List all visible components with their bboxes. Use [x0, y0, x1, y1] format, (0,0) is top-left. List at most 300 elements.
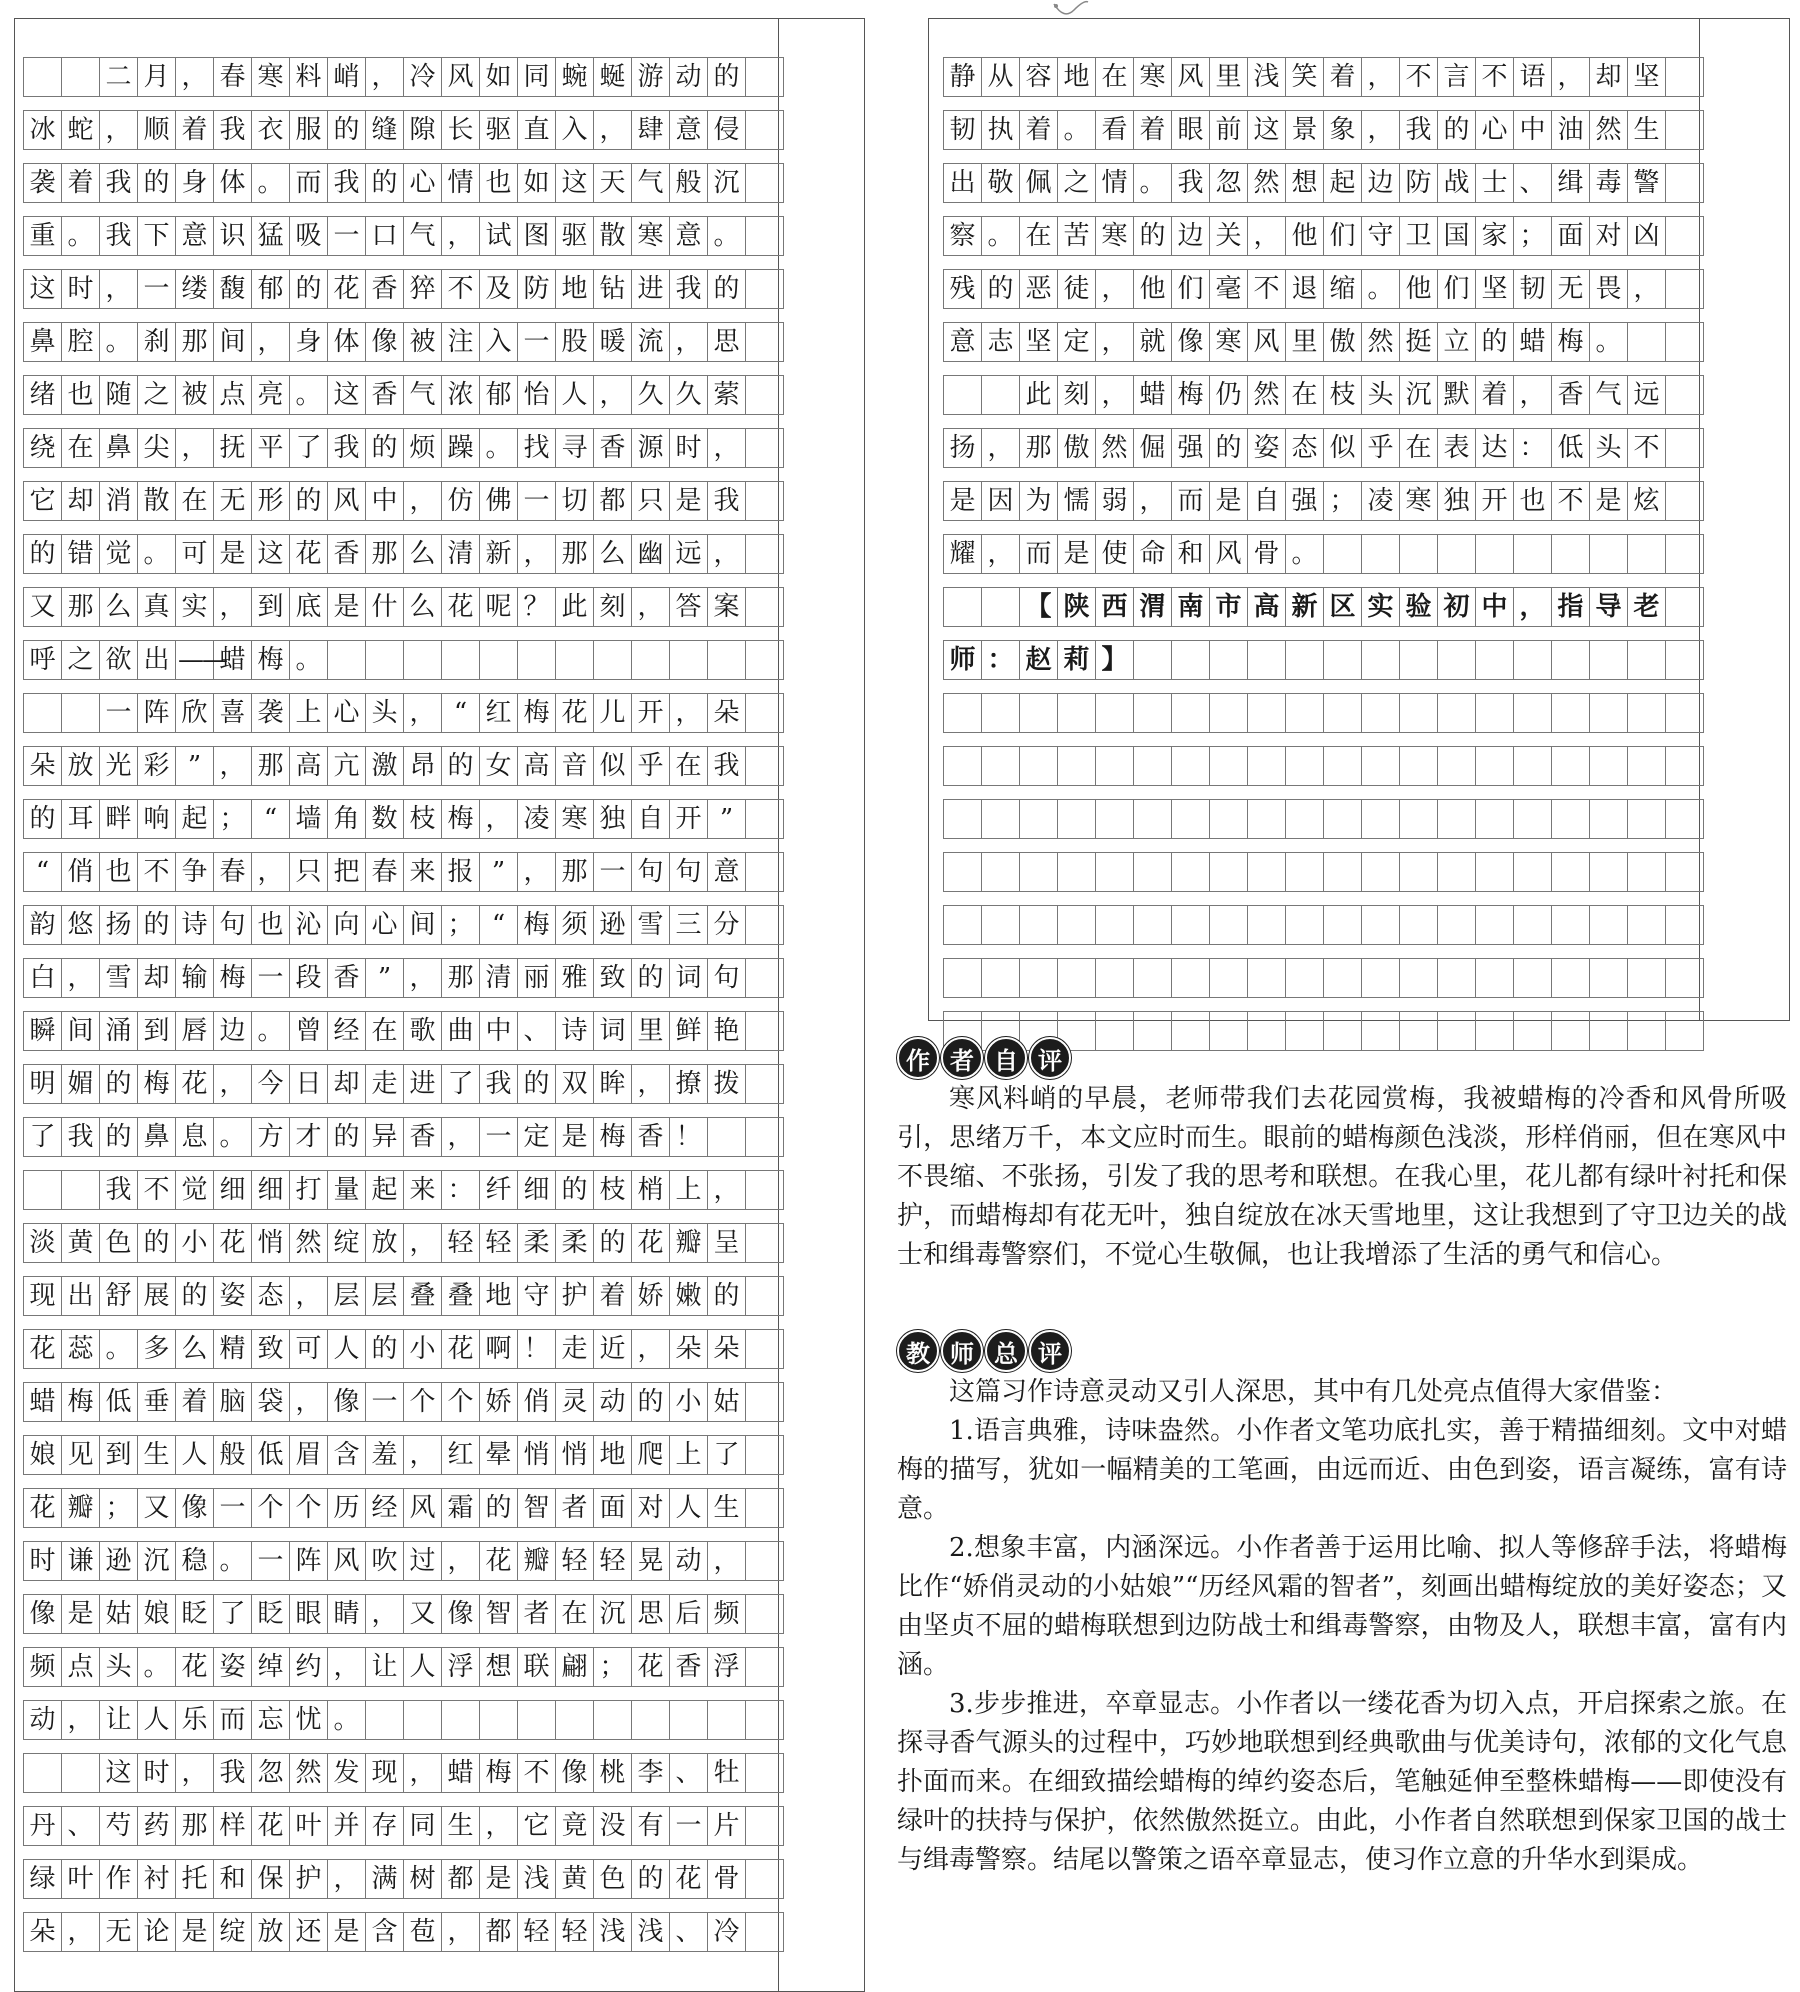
- grid-cell: 顺: [137, 110, 176, 150]
- author-review-text: [897, 1080, 1787, 1275]
- grid-cell: 悄: [517, 1435, 556, 1475]
- grid-cell: 生: [707, 1488, 746, 1528]
- right-grid-row: [943, 746, 1704, 786]
- grid-cell: 羞: [365, 1435, 404, 1475]
- grid-cell: [1551, 693, 1590, 733]
- grid-cell: ，: [213, 1064, 252, 1104]
- left-composition-sheet: [14, 18, 865, 1992]
- left-grid-row: [23, 269, 784, 309]
- grid-cell: 上: [669, 1170, 708, 1210]
- grid-cell: 缉: [1551, 163, 1590, 203]
- grid-cell: 高: [289, 746, 328, 786]
- grid-cell: 卫: [1399, 216, 1438, 256]
- grid-cell: [1247, 1011, 1286, 1051]
- grid-cell: [1513, 905, 1552, 945]
- grid-cell: 开: [1475, 481, 1514, 521]
- grid-cell: 小: [175, 1223, 214, 1263]
- grid-cell: 异: [365, 1117, 404, 1157]
- grid-cell: 梅: [61, 1382, 100, 1422]
- grid-cell: 警: [1627, 163, 1666, 203]
- grid-cell: 边: [1171, 216, 1210, 256]
- grid-cell: 朵: [23, 746, 62, 786]
- grid-cell: 高: [1247, 587, 1286, 627]
- grid-cell: 的: [175, 1276, 214, 1316]
- grid-cell: 里: [1285, 322, 1324, 362]
- grid-cell: 头: [99, 1647, 138, 1687]
- grid-cell: 一: [479, 1117, 518, 1157]
- grid-cell: [1627, 799, 1666, 839]
- grid-cell: 退: [1285, 269, 1324, 309]
- grid-cell: 躁: [441, 428, 480, 468]
- grid-cell: 侵: [707, 110, 746, 150]
- grid-cell: [1627, 640, 1666, 680]
- grid-cell: [745, 1011, 784, 1051]
- grid-cell: ，: [1095, 375, 1134, 415]
- grid-cell: [1209, 640, 1248, 680]
- grid-cell: 么: [99, 587, 138, 627]
- grid-cell: 无: [1551, 269, 1590, 309]
- grid-cell: 一: [669, 1806, 708, 1846]
- grid-cell: 般: [213, 1435, 252, 1475]
- grid-cell: 头: [365, 693, 404, 733]
- grid-cell: 我: [327, 428, 366, 468]
- grid-cell: 点: [61, 1647, 100, 1687]
- grid-cell: 的: [631, 958, 670, 998]
- grid-cell: 稳: [175, 1541, 214, 1581]
- grid-cell: 隙: [403, 110, 442, 150]
- grid-cell: 么: [403, 534, 442, 574]
- grid-cell: 淡: [23, 1223, 62, 1263]
- left-grid-row: [23, 746, 784, 786]
- grid-cell: 残: [943, 269, 982, 309]
- grid-cell: 之: [137, 375, 176, 415]
- grid-cell: ，: [175, 1753, 214, 1793]
- grid-cell: [1627, 534, 1666, 574]
- teacher-review-paragraph: 这篇习作诗意灵动又引人深思，其中有几处亮点值得大家借鉴：: [949, 1377, 1678, 1407]
- grid-cell: 保: [251, 1859, 290, 1899]
- grid-cell: 量: [327, 1170, 366, 1210]
- grid-cell: [1551, 534, 1590, 574]
- grid-cell: 寒: [1209, 322, 1248, 362]
- grid-cell: 欲: [99, 640, 138, 680]
- grid-cell: [1095, 852, 1134, 892]
- grid-cell: [1323, 534, 1362, 574]
- grid-cell: [1247, 693, 1286, 733]
- grid-cell: 叠: [403, 1276, 442, 1316]
- grid-cell: 】: [1095, 640, 1134, 680]
- grid-cell: 像: [555, 1753, 594, 1793]
- grid-cell: 了: [441, 1064, 480, 1104]
- grid-cell: 人: [327, 1329, 366, 1369]
- grid-cell: 撩: [669, 1064, 708, 1104]
- grid-cell: [1095, 693, 1134, 733]
- grid-cell: 明: [23, 1064, 62, 1104]
- grid-cell: [1513, 693, 1552, 733]
- grid-cell: 一: [365, 1382, 404, 1422]
- grid-cell: 这: [23, 269, 62, 309]
- grid-cell: 艳: [707, 1011, 746, 1051]
- grid-cell: 瓣: [669, 1223, 708, 1263]
- grid-cell: [1019, 799, 1058, 839]
- grid-cell: 料: [289, 57, 328, 97]
- grid-cell: 浮: [707, 1647, 746, 1687]
- grid-cell: 轻: [479, 1223, 518, 1263]
- teacher-review-paragraph: 3.步步推进，卒章显志。小作者以一缕花香为切入点，开启探索之旅。在探寻香气源头的过程中，巧妙地联想到经典歌曲与优美诗句，浓郁的文化气息扑面而来。在细致描绘蜡梅的绰约姿态后，笔触延伸至整株蜡梅——即使没有绿叶的扶持与保护，依然傲然挺立。由此，小作者自然联想到保家卫国的战士与缉毒警察。结尾以警策之语卒章显志，使习作立意的升华水到渠成。: [897, 1689, 1787, 1875]
- grid-cell: [61, 1753, 100, 1793]
- grid-cell: 不: [1399, 57, 1438, 97]
- grid-cell: 平: [251, 428, 290, 468]
- grid-cell: 身: [289, 322, 328, 362]
- grid-cell: 风: [327, 1541, 366, 1581]
- grid-cell: 涌: [99, 1011, 138, 1051]
- grid-cell: 底: [289, 587, 328, 627]
- grid-cell: 坚: [1475, 269, 1514, 309]
- grid-cell: 入: [479, 322, 518, 362]
- grid-cell: 使: [1095, 534, 1134, 574]
- grid-cell: 意: [943, 322, 982, 362]
- grid-cell: 立: [1437, 322, 1476, 362]
- grid-cell: 出: [943, 163, 982, 203]
- grid-cell: 袭: [23, 163, 62, 203]
- grid-cell: 。: [137, 1647, 176, 1687]
- grid-cell: 是: [555, 1117, 594, 1157]
- grid-cell: 冷: [707, 1912, 746, 1952]
- left-grid-row: [23, 1753, 784, 1793]
- grid-cell: [1589, 799, 1628, 839]
- grid-cell: 敬: [981, 163, 1020, 203]
- grid-cell: 叶: [61, 1859, 100, 1899]
- grid-cell: [1133, 746, 1172, 786]
- grid-cell: 光: [99, 746, 138, 786]
- grid-cell: ；: [1513, 216, 1552, 256]
- grid-cell: 花: [631, 1647, 670, 1687]
- grid-cell: 远: [669, 534, 708, 574]
- grid-cell: 达: [1475, 428, 1514, 468]
- grid-cell: 的: [137, 905, 176, 945]
- grid-cell: 佛: [479, 481, 518, 521]
- grid-cell: 开: [631, 693, 670, 733]
- grid-cell: 之: [61, 640, 100, 680]
- grid-cell: 句: [631, 852, 670, 892]
- grid-cell: 时: [61, 269, 100, 309]
- grid-cell: [745, 1700, 784, 1740]
- grid-cell: 。: [479, 428, 518, 468]
- grid-cell: 乎: [631, 746, 670, 786]
- grid-cell: 尖: [137, 428, 176, 468]
- grid-cell: 如: [517, 163, 556, 203]
- grid-cell: ，: [1513, 587, 1552, 627]
- grid-cell: [1589, 746, 1628, 786]
- grid-cell: 陕: [1057, 587, 1096, 627]
- grid-cell: 没: [593, 1806, 632, 1846]
- grid-cell: 那: [555, 852, 594, 892]
- grid-cell: 分: [707, 905, 746, 945]
- grid-cell: 情: [1095, 163, 1134, 203]
- grid-cell: 频: [707, 1594, 746, 1634]
- grid-cell: 游: [631, 57, 670, 97]
- grid-cell: 动: [669, 1541, 708, 1581]
- grid-cell: 弱: [1095, 481, 1134, 521]
- grid-cell: 找: [517, 428, 556, 468]
- grid-cell: 蜒: [593, 57, 632, 97]
- left-grid-row: [23, 322, 784, 362]
- grid-cell: 今: [251, 1064, 290, 1104]
- grid-cell: 南: [1171, 587, 1210, 627]
- grid-cell: ，: [631, 1329, 670, 1369]
- grid-cell: 鼻: [23, 322, 62, 362]
- grid-cell: ，: [707, 1170, 746, 1210]
- grid-cell: 小: [669, 1382, 708, 1422]
- grid-cell: 是: [479, 1859, 518, 1899]
- left-grid-row: [23, 1382, 784, 1422]
- grid-cell: [1323, 1011, 1362, 1051]
- grid-cell: 初: [1437, 587, 1476, 627]
- grid-cell: [479, 640, 518, 680]
- grid-cell: 的: [99, 1117, 138, 1157]
- grid-cell: 关: [1209, 216, 1248, 256]
- grid-cell: 错: [61, 534, 100, 574]
- grid-cell: 智: [517, 1488, 556, 1528]
- grid-cell: 入: [555, 110, 594, 150]
- grid-cell: 那: [365, 534, 404, 574]
- grid-cell: [1209, 905, 1248, 945]
- grid-cell: [1323, 958, 1362, 998]
- grid-cell: 不: [1627, 428, 1666, 468]
- grid-cell: [1665, 640, 1704, 680]
- grid-cell: 着: [1019, 110, 1058, 150]
- grid-cell: 牡: [707, 1753, 746, 1793]
- grid-cell: 发: [327, 1753, 366, 1793]
- grid-cell: 执: [981, 110, 1020, 150]
- grid-cell: 寻: [555, 428, 594, 468]
- grid-cell: 梅: [213, 958, 252, 998]
- grid-cell: ，: [403, 481, 442, 521]
- grid-cell: 沉: [707, 163, 746, 203]
- grid-cell: 这: [1247, 110, 1286, 150]
- grid-cell: ，: [403, 1753, 442, 1793]
- grid-cell: ——: [175, 640, 214, 680]
- grid-cell: 而: [1019, 534, 1058, 574]
- grid-cell: 放: [251, 1912, 290, 1952]
- grid-cell: 凌: [1361, 481, 1400, 521]
- left-grid-row: [23, 1170, 784, 1210]
- grid-cell: 忘: [251, 1700, 290, 1740]
- grid-cell: ，: [1247, 216, 1286, 256]
- grid-cell: 莉: [1057, 640, 1096, 680]
- grid-cell: 含: [365, 1912, 404, 1952]
- grid-cell: 和: [1171, 534, 1210, 574]
- grid-cell: 花: [479, 1541, 518, 1581]
- grid-cell: 然: [1247, 375, 1286, 415]
- grid-cell: 态: [251, 1276, 290, 1316]
- grid-cell: ，: [631, 1064, 670, 1104]
- grid-cell: [1171, 905, 1210, 945]
- grid-cell: 言: [1437, 57, 1476, 97]
- grid-cell: [745, 640, 784, 680]
- grid-cell: 也: [479, 163, 518, 203]
- grid-cell: ，: [61, 958, 100, 998]
- grid-cell: [1665, 163, 1704, 203]
- grid-cell: [1475, 1011, 1514, 1051]
- grid-cell: 动: [23, 1700, 62, 1740]
- grid-cell: 韧: [1513, 269, 1552, 309]
- grid-cell: [943, 746, 982, 786]
- grid-cell: 我: [99, 163, 138, 203]
- grid-cell: 不: [1247, 269, 1286, 309]
- grid-cell: 间: [61, 1011, 100, 1051]
- grid-cell: 气: [403, 375, 442, 415]
- grid-cell: 亮: [251, 375, 290, 415]
- grid-cell: [1437, 1011, 1476, 1051]
- grid-cell: 独: [593, 799, 632, 839]
- grid-cell: [981, 799, 1020, 839]
- grid-cell: 都: [479, 1912, 518, 1952]
- grid-cell: [1665, 428, 1704, 468]
- grid-cell: ，: [441, 1541, 480, 1581]
- grid-cell: 眼: [289, 1594, 328, 1634]
- grid-cell: 朵: [23, 1912, 62, 1952]
- grid-cell: 护: [289, 1859, 328, 1899]
- grid-cell: [745, 163, 784, 203]
- grid-cell: [1627, 746, 1666, 786]
- grid-cell: 色: [99, 1223, 138, 1263]
- grid-cell: ：: [1513, 428, 1552, 468]
- grid-cell: 着: [1133, 110, 1172, 150]
- grid-cell: 鼻: [99, 428, 138, 468]
- left-grid-row: [23, 57, 784, 97]
- grid-cell: 还: [289, 1912, 328, 1952]
- grid-cell: 姿: [213, 1276, 252, 1316]
- grid-cell: [1665, 481, 1704, 521]
- left-grid-row: [23, 640, 784, 680]
- grid-cell: 春: [213, 57, 252, 97]
- grid-cell: [745, 799, 784, 839]
- grid-cell: 郁: [479, 375, 518, 415]
- grid-cell: [745, 852, 784, 892]
- grid-cell: 扬: [99, 905, 138, 945]
- grid-cell: [745, 216, 784, 256]
- grid-cell: 而: [1171, 481, 1210, 521]
- grid-cell: 不: [441, 269, 480, 309]
- grid-cell: ，: [593, 110, 632, 150]
- grid-cell: 吸: [289, 216, 328, 256]
- grid-cell: [745, 1329, 784, 1369]
- grid-cell: 寒: [1133, 57, 1172, 97]
- grid-cell: [365, 640, 404, 680]
- grid-cell: [1361, 852, 1400, 892]
- right-grid-row: [943, 57, 1704, 97]
- grid-cell: 在: [365, 1011, 404, 1051]
- grid-cell: 花: [175, 1647, 214, 1687]
- grid-cell: 刻: [1057, 375, 1096, 415]
- grid-cell: 景: [1285, 110, 1324, 150]
- grid-cell: 花: [327, 269, 366, 309]
- grid-cell: [1133, 1011, 1172, 1051]
- grid-cell: 坚: [1019, 322, 1058, 362]
- grid-cell: [1171, 852, 1210, 892]
- grid-cell: 联: [517, 1647, 556, 1687]
- grid-cell: 此: [1019, 375, 1058, 415]
- grid-cell: 钻: [593, 269, 632, 309]
- grid-cell: 雅: [555, 958, 594, 998]
- grid-cell: 间: [213, 322, 252, 362]
- grid-cell: 它: [23, 481, 62, 521]
- grid-cell: [669, 1700, 708, 1740]
- grid-cell: [981, 693, 1020, 733]
- grid-cell: 春: [213, 852, 252, 892]
- grid-cell: [1019, 746, 1058, 786]
- grid-cell: 存: [365, 1806, 404, 1846]
- grid-cell: 无: [213, 481, 252, 521]
- left-grid-row: [23, 1488, 784, 1528]
- grid-cell: 答: [669, 587, 708, 627]
- grid-cell: 畔: [99, 799, 138, 839]
- grid-cell: 的: [365, 163, 404, 203]
- grid-cell: ！: [669, 1117, 708, 1157]
- grid-cell: 对: [1589, 216, 1628, 256]
- grid-cell: 姑: [707, 1382, 746, 1422]
- grid-cell: 无: [99, 1912, 138, 1952]
- grid-cell: [631, 1700, 670, 1740]
- grid-cell: ，: [1361, 57, 1400, 97]
- left-grid-row: [23, 799, 784, 839]
- grid-cell: 之: [1057, 163, 1096, 203]
- left-grid-row: [23, 1011, 784, 1051]
- grid-cell: ；: [441, 905, 480, 945]
- grid-cell: 看: [1095, 110, 1134, 150]
- grid-cell: 象: [1323, 110, 1362, 150]
- grid-cell: [1589, 693, 1628, 733]
- grid-cell: [745, 746, 784, 786]
- grid-cell: 是: [61, 1594, 100, 1634]
- grid-cell: [1475, 640, 1514, 680]
- left-grid-row: [23, 375, 784, 415]
- grid-cell: 风: [441, 57, 480, 97]
- grid-cell: 暖: [593, 322, 632, 362]
- grid-cell: 一: [517, 481, 556, 521]
- grid-cell: [593, 1700, 632, 1740]
- grid-cell: 香: [365, 375, 404, 415]
- grid-cell: 容: [1019, 57, 1058, 97]
- grid-cell: 又: [137, 1488, 176, 1528]
- grid-cell: 什: [365, 587, 404, 627]
- grid-cell: [1361, 746, 1400, 786]
- grid-cell: 挺: [1399, 322, 1438, 362]
- grid-cell: 流: [631, 322, 670, 362]
- grid-cell: [1057, 905, 1096, 945]
- grid-cell: [1589, 640, 1628, 680]
- grid-cell: 雪: [99, 958, 138, 998]
- grid-cell: 坚: [1627, 57, 1666, 97]
- grid-cell: [1627, 905, 1666, 945]
- grid-cell: [1475, 534, 1514, 574]
- grid-cell: 纤: [479, 1170, 518, 1210]
- grid-cell: 寒: [251, 57, 290, 97]
- grid-cell: 含: [327, 1435, 366, 1475]
- grid-cell: 老: [1627, 587, 1666, 627]
- grid-cell: 里: [1209, 57, 1248, 97]
- right-grid-row: [943, 269, 1704, 309]
- grid-cell: [707, 1700, 746, 1740]
- grid-cell: 骨: [707, 1859, 746, 1899]
- grid-cell: 高: [517, 746, 556, 786]
- grid-cell: 的: [137, 1223, 176, 1263]
- grid-cell: 像: [23, 1594, 62, 1634]
- grid-cell: [745, 958, 784, 998]
- grid-cell: [1513, 640, 1552, 680]
- grid-cell: [1247, 640, 1286, 680]
- grid-cell: 实: [1361, 587, 1400, 627]
